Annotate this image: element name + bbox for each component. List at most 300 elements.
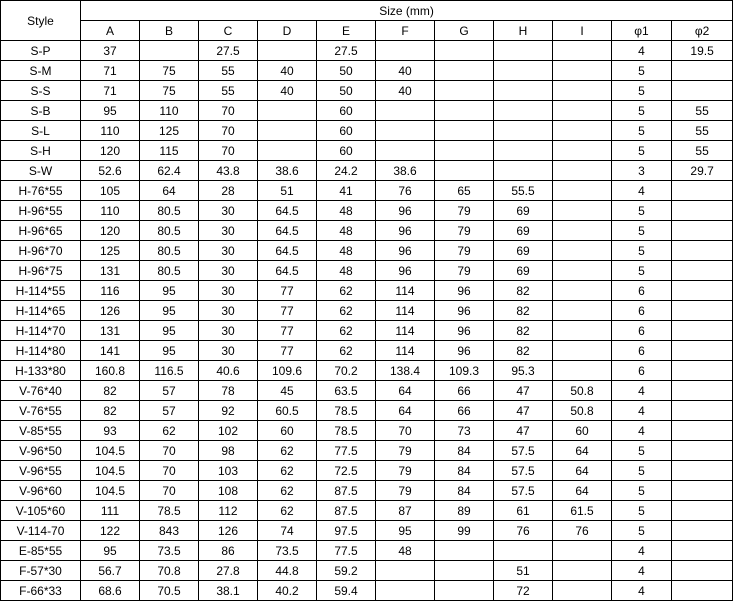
size-cell: 52.6 <box>81 161 140 181</box>
size-cell: 110 <box>81 121 140 141</box>
size-cell: 141 <box>81 341 140 361</box>
size-cell <box>553 101 612 121</box>
size-cell <box>553 141 612 161</box>
size-cell <box>258 141 317 161</box>
size-cell: 5 <box>612 501 672 521</box>
size-cell <box>672 201 733 221</box>
size-cell: 74 <box>258 521 317 541</box>
size-cell: 3 <box>612 161 672 181</box>
size-cell: 120 <box>81 141 140 161</box>
size-cell: 82 <box>494 341 553 361</box>
size-cell: 5 <box>612 441 672 461</box>
style-cell: H-96*55 <box>1 201 81 221</box>
size-cell: 104.5 <box>81 481 140 501</box>
size-cell <box>553 321 612 341</box>
size-cell: 108 <box>199 481 258 501</box>
style-cell: H-96*65 <box>1 221 81 241</box>
size-cell: 50 <box>317 81 376 101</box>
size-cell <box>672 501 733 521</box>
style-column-header: Style <box>1 1 81 41</box>
size-cell: 79 <box>376 461 435 481</box>
column-header: H <box>494 21 553 41</box>
size-cell <box>435 81 494 101</box>
size-cell: 57 <box>140 401 199 421</box>
size-cell: 62 <box>258 501 317 521</box>
size-cell: 87.5 <box>317 481 376 501</box>
size-cell <box>553 161 612 181</box>
table-row <box>1 541 733 561</box>
size-cell: 61 <box>494 501 553 521</box>
size-cell: 69 <box>494 221 553 241</box>
size-cell <box>494 541 553 561</box>
size-group-header: Size (mm) <box>81 1 733 21</box>
size-cell: 6 <box>612 281 672 301</box>
size-cell: 96 <box>376 221 435 241</box>
size-cell <box>672 541 733 561</box>
size-cell: 5 <box>612 521 672 541</box>
size-cell: 65 <box>435 181 494 201</box>
size-cell: 4 <box>612 541 672 561</box>
size-cell: 78.5 <box>317 401 376 421</box>
size-cell <box>672 361 733 381</box>
size-cell <box>672 181 733 201</box>
size-cell: 59.2 <box>317 561 376 581</box>
size-cell: 73 <box>435 421 494 441</box>
size-cell: 64 <box>140 181 199 201</box>
table-row <box>1 101 733 121</box>
size-cell: 64.5 <box>258 261 317 281</box>
size-cell <box>672 561 733 581</box>
size-cell: 62 <box>317 321 376 341</box>
style-cell: H-76*55 <box>1 181 81 201</box>
size-cell: 86 <box>199 541 258 561</box>
table-row <box>1 581 733 601</box>
size-cell: 95 <box>376 521 435 541</box>
size-cell: 96 <box>376 261 435 281</box>
size-cell <box>435 101 494 121</box>
size-cell: 73.5 <box>140 541 199 561</box>
size-cell: 5 <box>612 241 672 261</box>
size-cell <box>494 141 553 161</box>
style-cell: V-76*55 <box>1 401 81 421</box>
size-cell <box>672 421 733 441</box>
table-header <box>1 1 733 41</box>
size-cell: 40.2 <box>258 581 317 601</box>
size-cell: 29.7 <box>672 161 733 181</box>
size-cell: 38.6 <box>258 161 317 181</box>
size-cell <box>376 101 435 121</box>
table-row <box>1 261 733 281</box>
size-cell: 109.6 <box>258 361 317 381</box>
size-cell: 51 <box>494 561 553 581</box>
size-cell <box>672 241 733 261</box>
size-cell: 40 <box>258 81 317 101</box>
size-cell: 79 <box>435 241 494 261</box>
size-cell: 80.5 <box>140 241 199 261</box>
size-cell: 5 <box>612 121 672 141</box>
size-cell: 40 <box>376 61 435 81</box>
size-cell: 102 <box>199 421 258 441</box>
table-row <box>1 241 733 261</box>
size-cell <box>672 441 733 461</box>
size-cell <box>435 541 494 561</box>
style-cell: S-L <box>1 121 81 141</box>
size-cell: 30 <box>199 281 258 301</box>
size-cell: 79 <box>435 201 494 221</box>
size-cell: 28 <box>199 181 258 201</box>
size-cell: 30 <box>199 201 258 221</box>
size-cell <box>672 341 733 361</box>
size-cell <box>672 301 733 321</box>
size-cell: 96 <box>435 341 494 361</box>
size-cell <box>672 221 733 241</box>
size-cell: 104.5 <box>81 461 140 481</box>
size-cell: 30 <box>199 321 258 341</box>
size-cell: 47 <box>494 381 553 401</box>
size-cell <box>672 481 733 501</box>
size-cell: 78.5 <box>140 501 199 521</box>
size-cell: 62 <box>258 481 317 501</box>
size-cell <box>672 381 733 401</box>
size-cell: 96 <box>435 281 494 301</box>
size-cell: 48 <box>317 201 376 221</box>
size-cell: 80.5 <box>140 261 199 281</box>
size-cell: 114 <box>376 341 435 361</box>
style-cell: V-96*50 <box>1 441 81 461</box>
size-cell: 5 <box>612 201 672 221</box>
size-cell <box>376 121 435 141</box>
size-cell: 48 <box>317 261 376 281</box>
style-cell: S-B <box>1 101 81 121</box>
size-cell: 60 <box>317 101 376 121</box>
size-cell: 44.8 <box>258 561 317 581</box>
table-body <box>1 41 733 601</box>
size-cell <box>553 201 612 221</box>
size-cell: 77 <box>258 321 317 341</box>
size-cell <box>672 281 733 301</box>
size-cell: 62 <box>317 301 376 321</box>
size-cell: 4 <box>612 381 672 401</box>
table-row <box>1 521 733 541</box>
table-row <box>1 401 733 421</box>
size-cell: 4 <box>612 581 672 601</box>
size-cell <box>553 561 612 581</box>
size-cell: 82 <box>81 401 140 421</box>
column-header: B <box>140 21 199 41</box>
size-cell: 6 <box>612 321 672 341</box>
size-cell: 4 <box>612 401 672 421</box>
size-cell <box>494 121 553 141</box>
size-cell: 84 <box>435 461 494 481</box>
size-cell: 114 <box>376 321 435 341</box>
table-row <box>1 381 733 401</box>
size-cell: 4 <box>612 561 672 581</box>
size-cell <box>376 561 435 581</box>
size-cell <box>672 61 733 81</box>
size-cell: 30 <box>199 261 258 281</box>
size-cell: 38.1 <box>199 581 258 601</box>
style-cell: V-85*55 <box>1 421 81 441</box>
size-cell: 6 <box>612 361 672 381</box>
size-cell: 70 <box>199 121 258 141</box>
size-cell <box>553 241 612 261</box>
style-cell: H-133*80 <box>1 361 81 381</box>
size-cell: 78 <box>199 381 258 401</box>
size-cell: 70.2 <box>317 361 376 381</box>
table-row <box>1 161 733 181</box>
size-cell: 73.5 <box>258 541 317 561</box>
size-cell: 69 <box>494 241 553 261</box>
size-cell: 87.5 <box>317 501 376 521</box>
size-cell: 64.5 <box>258 221 317 241</box>
column-header: G <box>435 21 494 41</box>
size-cell: 95.3 <box>494 361 553 381</box>
size-cell: 98 <box>199 441 258 461</box>
size-cell: 93 <box>81 421 140 441</box>
size-cell: 64 <box>553 481 612 501</box>
size-cell <box>553 181 612 201</box>
header-row-group <box>1 1 733 21</box>
table-row <box>1 61 733 81</box>
column-header: A <box>81 21 140 41</box>
size-cell <box>494 81 553 101</box>
style-cell: S-P <box>1 41 81 61</box>
size-cell: 30 <box>199 221 258 241</box>
size-cell: 77 <box>258 301 317 321</box>
size-cell: 77.5 <box>317 541 376 561</box>
size-cell: 60 <box>553 421 612 441</box>
table-row <box>1 321 733 341</box>
size-cell: 70 <box>199 101 258 121</box>
size-cell: 95 <box>140 321 199 341</box>
style-cell: S-W <box>1 161 81 181</box>
size-cell: 55 <box>199 61 258 81</box>
size-cell <box>435 141 494 161</box>
size-cell: 95 <box>81 541 140 561</box>
size-cell: 96 <box>376 201 435 221</box>
size-cell: 5 <box>612 81 672 101</box>
size-cell <box>553 361 612 381</box>
style-cell: F-66*33 <box>1 581 81 601</box>
size-cell: 55 <box>672 141 733 161</box>
size-cell: 19.5 <box>672 41 733 61</box>
size-cell: 97.5 <box>317 521 376 541</box>
size-cell: 80.5 <box>140 221 199 241</box>
size-cell: 66 <box>435 401 494 421</box>
size-cell: 60 <box>317 121 376 141</box>
size-cell: 131 <box>81 261 140 281</box>
size-cell: 95 <box>140 301 199 321</box>
style-cell: E-85*55 <box>1 541 81 561</box>
size-cell: 40.6 <box>199 361 258 381</box>
size-cell: 55 <box>199 81 258 101</box>
size-cell: 76 <box>553 521 612 541</box>
size-cell <box>258 41 317 61</box>
size-cell <box>435 121 494 141</box>
size-cell: 62.4 <box>140 161 199 181</box>
size-cell <box>672 521 733 541</box>
style-cell: V-114-70 <box>1 521 81 541</box>
size-cell: 71 <box>81 81 140 101</box>
size-cell: 55 <box>672 101 733 121</box>
size-cell: 92 <box>199 401 258 421</box>
size-cell: 70.5 <box>140 581 199 601</box>
style-cell: S-S <box>1 81 81 101</box>
size-cell: 64.5 <box>258 201 317 221</box>
table-row <box>1 201 733 221</box>
size-cell: 5 <box>612 221 672 241</box>
size-cell: 70 <box>140 481 199 501</box>
size-cell: 82 <box>494 321 553 341</box>
size-cell <box>435 161 494 181</box>
size-cell: 114 <box>376 281 435 301</box>
size-cell <box>553 301 612 321</box>
size-cell: 64 <box>553 461 612 481</box>
size-cell: 72 <box>494 581 553 601</box>
size-cell: 111 <box>81 501 140 521</box>
size-cell: 24.2 <box>317 161 376 181</box>
size-cell <box>553 581 612 601</box>
size-cell: 5 <box>612 261 672 281</box>
size-cell: 68.6 <box>81 581 140 601</box>
table-row <box>1 361 733 381</box>
size-cell: 62 <box>140 421 199 441</box>
size-cell: 126 <box>199 521 258 541</box>
size-cell: 51 <box>258 181 317 201</box>
size-cell: 50.8 <box>553 381 612 401</box>
size-cell: 60 <box>258 421 317 441</box>
size-cell: 843 <box>140 521 199 541</box>
size-cell <box>553 341 612 361</box>
size-cell: 76 <box>376 181 435 201</box>
size-cell: 75 <box>140 61 199 81</box>
size-cell: 114 <box>376 301 435 321</box>
size-cell: 70 <box>140 461 199 481</box>
column-header: φ2 <box>672 21 733 41</box>
size-cell <box>376 141 435 161</box>
size-cell: 79 <box>376 481 435 501</box>
size-cell <box>672 581 733 601</box>
size-cell: 43.8 <box>199 161 258 181</box>
style-cell: H-114*70 <box>1 321 81 341</box>
size-cell: 57.5 <box>494 461 553 481</box>
size-cell: 79 <box>435 221 494 241</box>
size-cell: 62 <box>258 461 317 481</box>
size-cell <box>494 101 553 121</box>
size-cell: 84 <box>435 481 494 501</box>
size-cell: 40 <box>258 61 317 81</box>
size-cell: 5 <box>612 61 672 81</box>
size-cell: 89 <box>435 501 494 521</box>
size-cell: 76 <box>494 521 553 541</box>
size-cell: 99 <box>435 521 494 541</box>
size-cell <box>435 61 494 81</box>
size-cell: 45 <box>258 381 317 401</box>
table-row <box>1 501 733 521</box>
size-cell: 70 <box>199 141 258 161</box>
size-cell: 37 <box>81 41 140 61</box>
size-cell: 64 <box>376 381 435 401</box>
size-cell: 5 <box>612 141 672 161</box>
size-cell: 30 <box>199 341 258 361</box>
size-cell: 60 <box>317 141 376 161</box>
table-row <box>1 221 733 241</box>
size-cell: 96 <box>435 321 494 341</box>
style-cell: H-114*80 <box>1 341 81 361</box>
size-cell: 120 <box>81 221 140 241</box>
size-cell: 110 <box>140 101 199 121</box>
size-cell: 77 <box>258 281 317 301</box>
column-header: C <box>199 21 258 41</box>
size-cell: 77.5 <box>317 441 376 461</box>
style-cell: H-114*55 <box>1 281 81 301</box>
size-cell: 55 <box>672 121 733 141</box>
size-cell: 62 <box>317 281 376 301</box>
size-cell: 30 <box>199 301 258 321</box>
size-cell: 80.5 <box>140 201 199 221</box>
size-cell: 70 <box>140 441 199 461</box>
size-cell <box>494 61 553 81</box>
size-cell: 125 <box>140 121 199 141</box>
size-cell <box>553 41 612 61</box>
size-cell: 6 <box>612 301 672 321</box>
column-header: φ1 <box>612 21 672 41</box>
size-cell <box>258 101 317 121</box>
style-cell: H-114*65 <box>1 301 81 321</box>
size-cell: 96 <box>376 241 435 261</box>
size-cell <box>553 221 612 241</box>
size-cell: 71 <box>81 61 140 81</box>
size-cell: 160.8 <box>81 361 140 381</box>
style-cell: H-96*70 <box>1 241 81 261</box>
size-cell: 84 <box>435 441 494 461</box>
size-cell: 38.6 <box>376 161 435 181</box>
size-cell: 61.5 <box>553 501 612 521</box>
size-cell <box>376 41 435 61</box>
table-row <box>1 81 733 101</box>
size-cell: 55.5 <box>494 181 553 201</box>
size-cell: 116.5 <box>140 361 199 381</box>
size-cell: 48 <box>376 541 435 561</box>
size-cell: 64.5 <box>258 241 317 261</box>
table-row <box>1 181 733 201</box>
size-cell: 95 <box>81 101 140 121</box>
size-cell <box>553 81 612 101</box>
size-cell <box>672 461 733 481</box>
size-cell: 60.5 <box>258 401 317 421</box>
size-cell <box>553 281 612 301</box>
style-cell: F-57*30 <box>1 561 81 581</box>
size-cell: 87 <box>376 501 435 521</box>
size-cell: 47 <box>494 421 553 441</box>
size-cell: 27.8 <box>199 561 258 581</box>
size-cell <box>258 121 317 141</box>
size-cell <box>553 261 612 281</box>
table-row <box>1 481 733 501</box>
size-cell: 79 <box>376 441 435 461</box>
size-cell: 62 <box>317 341 376 361</box>
size-cell <box>435 581 494 601</box>
size-cell: 70 <box>376 421 435 441</box>
size-cell: 48 <box>317 221 376 241</box>
column-header: I <box>553 21 612 41</box>
size-cell: 112 <box>199 501 258 521</box>
table-row <box>1 281 733 301</box>
style-cell: S-M <box>1 61 81 81</box>
size-cell: 77 <box>258 341 317 361</box>
size-cell: 4 <box>612 421 672 441</box>
size-cell: 69 <box>494 201 553 221</box>
